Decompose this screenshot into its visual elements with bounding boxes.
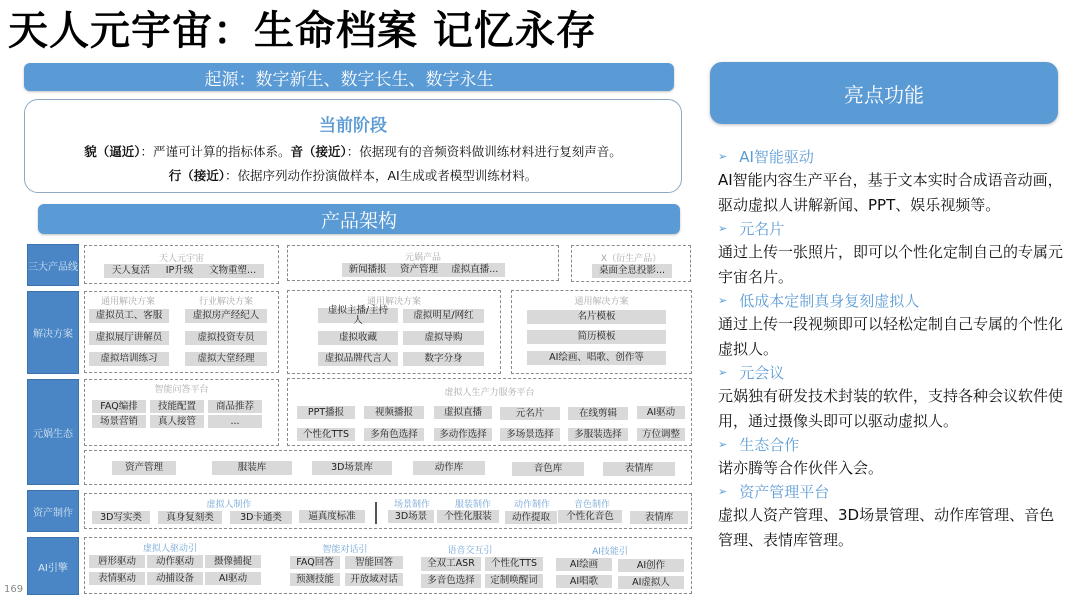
skill-engine-title: AI技能引 [592, 547, 628, 557]
product-line-yuanwa-items [342, 263, 505, 277]
solution-virtual-star: 虚拟明星/网红 [403, 309, 484, 323]
item-ip-upgrade: IP升级 [165, 265, 194, 277]
row-label-solutions: 解决方案 [27, 291, 79, 374]
item-relic-reshape: 文物重塑... [209, 265, 257, 277]
highlight-title: 元名片 [739, 220, 785, 238]
prod-ppt-broadcast: PPT播报 [297, 406, 355, 419]
qa-more: ... [208, 415, 262, 428]
drive-action: 动作驱动 [147, 555, 203, 568]
voice-full-duplex-asr: 全双工ASR [421, 557, 481, 571]
prod-video-broadcast: 视频播报 [364, 406, 424, 419]
solution-virtual-lobby: 虚拟大堂经理 [185, 352, 267, 366]
drive-ai: AI驱动 [205, 572, 261, 585]
highlight-item [718, 290, 1063, 362]
general-solutions-title: 通用解决方案 [100, 297, 155, 307]
highlight-desc: 诺亦腾等合作伙伴入会。 [718, 459, 884, 477]
prod-virtual-live: 虚拟直播 [434, 406, 492, 419]
drive-camera-capture: 摄像捕捉 [205, 555, 261, 568]
prod-multi-action: 多动作选择 [434, 428, 492, 441]
highlight-desc: 元娲独有研发技术封装的软件，支持各种会议软件使用，通过摄像头即可以驱动虚拟人。 [718, 387, 1064, 430]
asset-3d-scene: 3D场景 [388, 510, 434, 523]
product-line-tianren-items [104, 264, 264, 278]
row-label-product-lines: 三大产品线 [27, 244, 79, 286]
skill-ai-singing: AI唱歌 [556, 575, 612, 588]
solution-virtual-guide: 虚拟展厅讲解员 [89, 331, 169, 345]
highlight-desc: 虚拟人资产管理、3D场景管理、动作库管理、音色管理、表情库管理。 [718, 506, 1055, 549]
current-stage-box [24, 99, 682, 193]
qa-faq-edit: FAQ编排 [92, 400, 146, 413]
prod-multi-role: 多角色选择 [364, 428, 424, 441]
skill-ai-painting: AI绘画 [556, 558, 612, 571]
highlight-title: 元会议 [739, 364, 785, 382]
item-hologram: 桌面全息投影... [592, 264, 672, 278]
slide-number: 169 [4, 584, 24, 595]
stage-action-label: 行（接近） [168, 168, 225, 183]
highlight-item [718, 362, 1063, 434]
stage-action-text: ：依据序列动作扮演做样本，AI生成或者模型训练材料。 [225, 168, 538, 183]
qa-platform-title: 智能问答平台 [154, 385, 209, 395]
product-line-derivative-title: X（衍生产品） [600, 254, 662, 264]
highlight-item [718, 146, 1063, 218]
drive-engine-title: 虚拟人驱动引 [142, 544, 197, 554]
stage-appearance-text: ：严谨可计算的指标体系。 [140, 144, 291, 159]
highlight-desc: 通过上传一段视频即可以轻松定制自己专属的个性化虚拟人。 [718, 315, 1064, 358]
highlight-desc: AI智能内容生产平台，基于文本实时合成语音动画，驱动虚拟人讲解新闻、PPT、娱乐视频等。 [718, 171, 1063, 214]
drive-expression: 表情驱动 [89, 572, 145, 585]
voice-custom-tts: 个性化TTS [485, 557, 543, 571]
solution-virtual-shopping: 虚拟导购 [403, 331, 484, 345]
qa-scene-marketing: 场景营销 [92, 415, 146, 428]
lib-costume: 服装库 [212, 461, 292, 475]
arrow-bullet-icon: ➢ [718, 294, 728, 307]
prod-multi-scene: 多场景选择 [500, 428, 560, 441]
asset-custom-voice: 个性化音色 [558, 510, 622, 523]
stage-line-2 [25, 166, 681, 184]
stage-line-1 [25, 142, 681, 160]
architecture-banner: 产品架构 [38, 204, 680, 234]
solution-virtual-training: 虚拟培训练习 [89, 352, 169, 366]
highlights-header: 亮点功能 [710, 62, 1058, 124]
lib-asset-management: 资产管理 [112, 461, 176, 475]
row-label-ecosystem: 元娲生态 [27, 379, 79, 485]
prod-position-adjust: 方位调整 [637, 428, 685, 441]
solution-ai-creation: AI绘画、唱歌、创作等 [527, 351, 666, 365]
highlights-list [718, 146, 1063, 553]
solution-virtual-collection: 虚拟收藏 [318, 331, 398, 345]
asset-custom-costume: 个性化服装 [437, 510, 499, 523]
arrow-bullet-icon: ➢ [718, 438, 728, 451]
stage-appearance-label: 貌（逼近） [84, 144, 141, 159]
product-line-tianren-title: 天人元宇宙 [158, 254, 204, 264]
solution-resume-template: 简历模板 [527, 330, 666, 344]
arrow-bullet-icon: ➢ [718, 222, 728, 235]
row-label-asset-production: 资产制作 [27, 490, 79, 532]
dialog-engine-title: 智能对话引 [322, 545, 368, 555]
dialog-faq-answer: FAQ回答 [290, 556, 340, 569]
item-asset-management: 资产管理 [399, 264, 438, 276]
skill-ai-virtual-human: AI虚拟人 [618, 576, 684, 589]
arrow-bullet-icon: ➢ [718, 485, 728, 498]
prod-custom-tts: 个性化TTS [297, 428, 355, 441]
industry-solutions-title: 行业解决方案 [198, 297, 253, 307]
voice-production-title: 音色制作 [573, 500, 610, 510]
solution-virtual-host: 虚拟主播/主持人 [318, 308, 398, 323]
arrow-bullet-icon: ➢ [718, 150, 728, 163]
arrow-bullet-icon: ➢ [718, 366, 728, 379]
lib-voice: 音色库 [512, 462, 584, 476]
highlight-title: AI智能驱动 [739, 148, 814, 166]
page-title: 天人元宇宙：生命档案 记忆永存 [8, 8, 597, 54]
vh-real-replica: 真身复刻类 [158, 511, 222, 524]
right-solutions-title: 通用解决方案 [574, 297, 629, 307]
highlight-title: 资产管理平台 [739, 483, 830, 501]
productivity-platform-title: 虚拟人生产力服务平台 [444, 388, 535, 398]
vh-3d-realistic: 3D写实类 [92, 511, 150, 524]
item-news-broadcast: 新闻播报 [348, 264, 387, 276]
item-virtual-live: 虚拟直播... [451, 264, 499, 276]
solution-card-template: 名片模板 [527, 310, 666, 324]
highlight-title: 低成本定制真身复刻虚拟人 [739, 292, 920, 310]
prod-meta-card: 元名片 [500, 407, 560, 420]
highlight-title: 生态合作 [739, 436, 800, 454]
lib-3d-scene: 3D场景库 [312, 461, 392, 475]
costume-production-title: 服装制作 [454, 500, 491, 510]
vh-3d-cartoon: 3D卡通类 [230, 511, 292, 524]
drive-mocap-device: 动捕设备 [147, 572, 203, 585]
highlight-desc: 通过上传一张照片，即可以个性化定制自己的专属元宇宙名片。 [718, 243, 1064, 286]
item-tianren-revival: 天人复活 [111, 265, 150, 277]
solution-virtual-staff: 虚拟员工、客服 [89, 309, 169, 323]
solution-virtual-realtor: 虚拟房产经纪人 [185, 309, 267, 323]
dialog-predict-skill: 预测技能 [290, 573, 340, 586]
divider [375, 502, 377, 524]
solution-virtual-brand: 虚拟品牌代言人 [318, 352, 398, 366]
action-production-title: 动作制作 [513, 500, 550, 510]
asset-action-extract: 动作提取 [505, 511, 557, 524]
product-line-yuanwa-title: 元娲产品 [404, 253, 441, 263]
vh-fidelity-standard: 逼真度标准 [299, 510, 365, 523]
prod-online-edit: 在线剪辑 [568, 407, 628, 420]
vh-production-title: 虚拟人制作 [206, 500, 252, 510]
voice-engine-title: 语音交互引 [447, 546, 493, 556]
stage-voice-label: 音（接近） [290, 144, 347, 159]
highlight-item [718, 481, 1063, 553]
dialog-open-domain: 开放域对话 [345, 573, 403, 586]
drive-lip: 唇形驱动 [89, 555, 145, 568]
voice-multi-timbre: 多音色选择 [421, 574, 481, 588]
mid-solutions-title: 通用解决方案 [366, 297, 421, 307]
qa-product-recommend: 商品推荐 [208, 400, 262, 413]
voice-custom-wakeword: 定制唤醒词 [485, 574, 543, 588]
qa-human-takeover: 真人接管 [150, 415, 204, 428]
solution-digital-twin: 数字分身 [403, 352, 484, 366]
origin-banner: 起源：数字新生、数字长生、数字永生 [24, 63, 674, 91]
highlight-item [718, 218, 1063, 290]
asset-expression-lib: 表情库 [630, 511, 688, 524]
highlight-item [718, 434, 1063, 481]
lib-expression: 表情库 [603, 462, 675, 476]
stage-title: 当前阶段 [319, 116, 387, 136]
skill-ai-creation: AI创作 [618, 559, 684, 572]
prod-multi-costume: 多服装选择 [568, 428, 628, 441]
qa-skill-config: 技能配置 [150, 400, 204, 413]
solution-virtual-investment: 虚拟投资专员 [185, 331, 267, 345]
stage-voice-text: ：依据现有的音频资料做训练材料进行复刻声音。 [346, 144, 622, 159]
dialog-smart-answer: 智能回答 [345, 556, 403, 569]
prod-ai-drive: AI驱动 [637, 406, 685, 419]
scene-production-title: 场景制作 [393, 500, 430, 510]
row-label-ai-engine: AI引擎 [27, 537, 79, 595]
lib-action: 动作库 [413, 461, 485, 475]
